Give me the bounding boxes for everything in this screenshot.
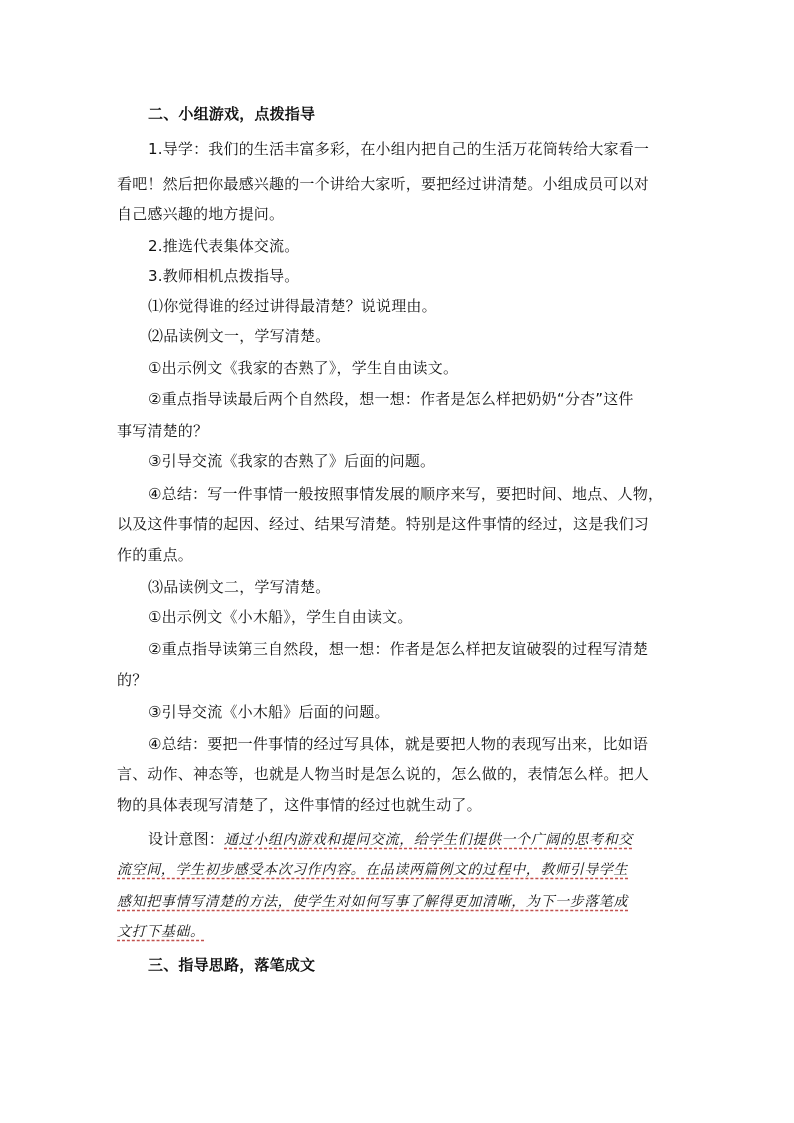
section-heading-3: 三、指导思路，落笔成文 [148, 956, 316, 974]
paragraph-line: 言、动作、神态等，也就是人物当时是怎么说的，怎么做的，表情怎么样。把人 [117, 765, 650, 783]
paragraph-line: 2.推选代表集体交流。 [148, 237, 300, 255]
paragraph-line: 物的具体表现写清楚了，这件事情的经过也就生动了。 [117, 796, 482, 814]
design-intent-text: 文打下基础。 [117, 924, 205, 940]
paragraph-line: ①出示例文《我家的杏熟了》，学生自由读文。 [148, 359, 459, 377]
design-intent-line [117, 922, 205, 942]
paragraph-line: 1.导学：我们的生活丰富多彩，在小组内把自己的生活万花筒转给大家看一 [148, 140, 650, 158]
paragraph-line: 自己感兴趣的地方提问。 [117, 205, 285, 223]
design-intent-text: 通过小组内游戏和提问交流，给学生们提供一个广阔的思考和交 [224, 832, 633, 848]
section-heading-2: 二、小组游戏，点拨指导 [148, 105, 316, 123]
paragraph-line: ①出示例文《小木船》，学生自由读文。 [148, 608, 413, 626]
paragraph-line: 作的重点。 [117, 546, 194, 564]
paragraph-line: ⑵品读例文一，学写清楚。 [148, 327, 331, 345]
paragraph-line: ⑴你觉得谁的经过讲得最清楚？说说理由。 [148, 297, 437, 315]
paragraph-line: ④总结：要把一件事情的经过写具体，就是要把人物的表现写出来，比如语 [148, 735, 649, 753]
paragraph-line: 以及这件事情的起因、经过、结果写清楚。特别是这件事情的经过，这是我们习 [117, 515, 650, 533]
paragraph-line: ⑶品读例文二，学写清楚。 [148, 578, 331, 596]
paragraph-line: 事写清楚的？ [117, 422, 209, 440]
paragraph-line: ③引导交流《我家的杏熟了》后面的问题。 [148, 452, 436, 470]
paragraph-line: ②重点指导读第三自然段，想一想：作者是怎么样把友谊破裂的过程写清楚 [148, 640, 649, 658]
paragraph-line: 3.教师相机点拨指导。 [148, 267, 300, 285]
paragraph-line: 的？ [117, 671, 148, 689]
paragraph-line: ③引导交流《小木船》后面的问题。 [148, 703, 390, 721]
paragraph-line: ④总结：写一件事情一般按照事情发展的顺序来写，要把时间、地点、人物， [148, 485, 664, 503]
design-intent-line [117, 860, 628, 880]
design-intent-text: 流空间，学生初步感受本次习作内容。在品读两篇例文的过程中，教师引导学生 [117, 862, 628, 878]
design-intent-text: 感知把事情写清楚的方法，使学生对如何写事了解得更加清晰，为下一步落笔成 [117, 894, 628, 910]
design-intent-line [148, 829, 633, 850]
paragraph-line: ②重点指导读最后两个自然段，想一想：作者是怎么样把奶奶“分杏”这件 [148, 390, 634, 408]
design-intent-label: 设计意图： [148, 830, 225, 848]
paragraph-line: 看吧！然后把你最感兴趣的一个讲给大家听，要把经过讲清楚。小组成员可以对 [117, 175, 650, 193]
design-intent-line [117, 892, 628, 912]
